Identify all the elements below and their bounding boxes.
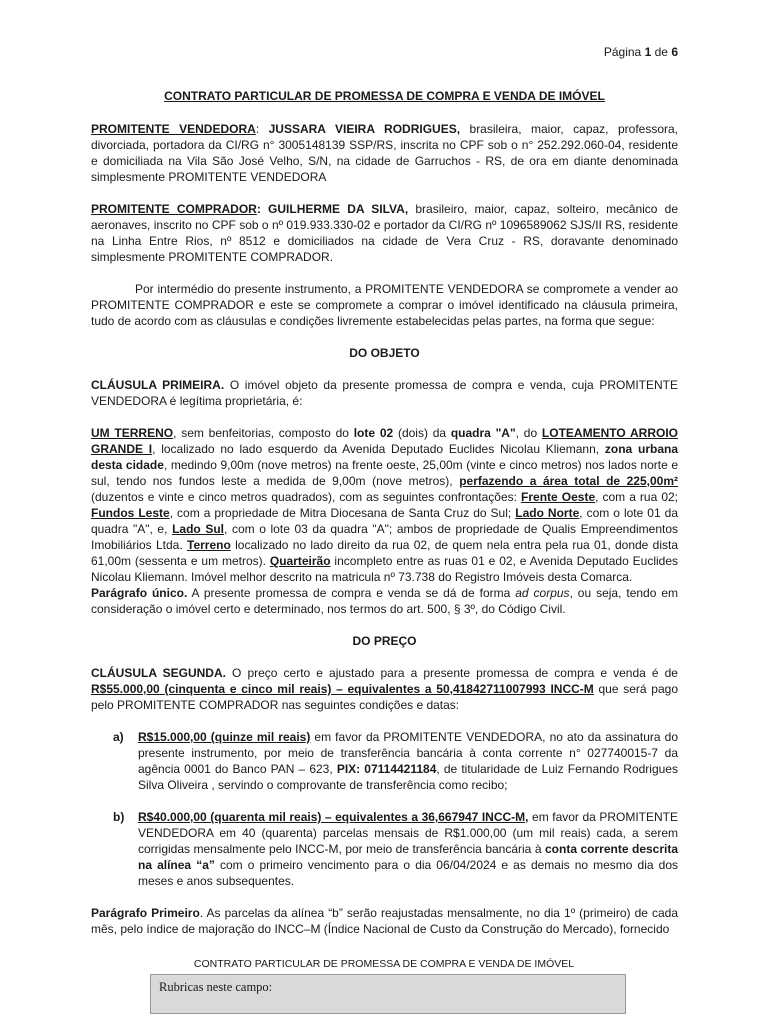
terreno-text: , com o lote 01 da quadra "A", e, — [91, 506, 679, 536]
comprador-label: PROMITENTE COMPRADOR — [91, 202, 257, 216]
payment-item-a — [91, 729, 678, 793]
page-total: 6 — [671, 45, 678, 59]
section-heading-preco: DO PREÇO — [352, 634, 417, 648]
paragrafo-unico-label: Parágrafo único. — [91, 586, 188, 600]
page-label: Página — [603, 45, 642, 59]
terreno-loteamento: LOTEAMENTO ARROIO GRANDE I — [91, 426, 679, 456]
terreno-lado-norte: Lado Norte — [515, 506, 580, 520]
terreno-text: , do — [515, 426, 542, 440]
comprador-text: brasileiro, maior, capaz, solteiro, mecânico de aeronaves, inscrito no CPF sob o nº 019.933.330-02 e portador da CI/RG nº 1096589062 SJS/II RS, residente na Linha Entre Rios, nº 8512 e domiciliados na cidade de Vera Cruz - RS, doravante denominado simplesmente PROMITENTE COMPRADOR. — [91, 202, 679, 264]
comprador-sep: : — [256, 202, 269, 216]
terreno-text: (duzentos e vinte e cinco metros quadrados), com as seguintes confrontações: — [91, 490, 522, 504]
vendedora-name: JUSSARA VIEIRA RODRIGUES, — [268, 122, 461, 136]
page-indicator — [604, 44, 678, 60]
item-b-label: b) — [113, 810, 125, 824]
clausula-segunda-text: que será pago pelo PROMITENTE COMPRADOR nas seguintes condições e datas: — [91, 682, 678, 712]
page-separator: de — [654, 45, 668, 59]
paragrafo-primeiro-label: Parágrafo Primeiro — [91, 906, 200, 920]
comprador-name: GUILHERME DA SILVA, — [268, 202, 409, 216]
terreno-text: , medindo 9,00m (nove metros) na frente oeste, 25,00m (vinte e cinco metros) nos lados norte e sul, tendo nos fundos leste a medida de 9,00m (nove metros), — [91, 458, 678, 488]
item-b-amount: R$40.000,00 (quarenta mil reais) – equivalentes a 36,667947 INCC-M, — [138, 810, 529, 824]
payment-item-b — [91, 809, 678, 889]
document-body — [91, 88, 678, 937]
clausula-segunda-label: CLÁUSULA SEGUNDA. — [91, 666, 226, 680]
paragrafo-unico-text: A presente promessa de compra e venda se dá de forma — [187, 586, 516, 600]
terreno-lote: lote 02 — [353, 426, 394, 440]
terreno-text: , com o lote 03 da quadra "A"; ambos de propriedade de Qualis Empreendimentos Imobiliários Ltda. — [91, 522, 679, 552]
clausula-primeira — [91, 377, 678, 409]
rubricas-label: Rubricas neste campo: — [159, 980, 273, 994]
section-heading-objeto: DO OBJETO — [349, 346, 420, 360]
vendedora-text: brasileira, maior, capaz, professora, divorciada, portadora da CI/RG n° 3005148139 SSP/RS, inscrita no CPF sob o n° 252.292.060-04, residente e domiciliada na Vila São José Velho, S/N, na cidade de Garruchos - RS, de ora em diante denominada simplesmente PROMITENTE VENDEDORA — [91, 122, 679, 184]
clausula-segunda-price: R$55.000,00 (cinquenta e cinco mil reais) – equivalentes a 50,41842711007993 INCC-M — [91, 682, 594, 696]
terreno-terreno: Terreno — [187, 538, 231, 552]
item-b-text: em favor da PROMITENTE VENDEDORA em 40 (quarenta) parcelas mensais de R$1.000,00 (um mil reais) cada, a serem corrigidas mensalmente pelo INCC-M, por meio de transferência bancária à — [138, 810, 678, 856]
vendedora-paragraph — [91, 121, 678, 185]
paragrafo-unico — [91, 585, 678, 617]
terreno-text: localizado no lado direito da rua 02, de quem nela entra pela rua 01, donde dista 61,00m (sessenta e um metros). — [91, 538, 679, 568]
terreno-text: , sem benfeitorias, composto do — [173, 426, 354, 440]
terreno-zona: zona urbana desta cidade — [91, 442, 678, 472]
item-b-account: conta corrente descrita na alínea “a” — [138, 842, 679, 872]
terreno-paragraph — [91, 425, 678, 585]
terreno-text: , com a propriedade de Mitra Diocesana de Santa Cruz do Sul; — [169, 506, 516, 520]
rubricas-box — [150, 974, 626, 1014]
terreno-text: incompleto entre as ruas 01 e 02, e Avenida Deputado Euclides Nicolau Kliemann. Imóvel melhor descrito na matricula nº 73.738 do Registro Imóveis desta Comarca. — [91, 554, 678, 584]
contract-title: CONTRATO PARTICULAR DE PROMESSA DE COMPRA E VENDA DE IMÓVEL — [164, 89, 605, 103]
item-b-text: com o primeiro vencimento para o dia 06/04/2024 e as demais no mesmo dia dos meses e anos subsequentes. — [138, 858, 679, 888]
intro-paragraph: Por intermédio do presente instrumento, a PROMITENTE VENDEDORA se compromete a vender ao PROMITENTE COMPRADOR e este se compromete a comprar o imóvel identificado na cláusula primeira, tudo de acordo com as cláusulas e condições livremente estabelecidas pelas partes, na forma que segue: — [91, 282, 678, 328]
vendedora-sep: : — [255, 122, 269, 136]
page-current: 1 — [644, 45, 652, 59]
clausula-primeira-label: CLÁUSULA PRIMEIRA. — [91, 378, 225, 392]
paragrafo-primeiro — [91, 905, 678, 937]
comprador-paragraph — [91, 201, 678, 265]
item-a-pix: PIX: 07114421184 — [336, 762, 437, 776]
item-a-text: em favor da PROMITENTE VENDEDORA, no ato da assinatura do presente instrumento, por meio de transferência bancária à conta corrente n° 027740015-7 da agência 0001 do Banco PAN – 623, — [138, 730, 678, 776]
terreno-term: UM TERRENO — [91, 426, 174, 440]
terreno-text: (dois) da — [393, 426, 451, 440]
clausula-segunda-text: O preço certo e ajustado para a presente promessa de compra e venda é de — [225, 666, 678, 680]
terreno-quarteirao: Quarteirão — [269, 554, 331, 568]
item-a-amount: R$15.000,00 (quinze mil reais) — [138, 730, 311, 744]
paragrafo-unico-text: , ou seja, tendo em consideração o imóvel certo e determinado, nos termos do art. 500, § 3º, do Código Civil. — [91, 586, 678, 616]
item-a-label: a) — [113, 730, 124, 744]
terreno-frente: Frente Oeste — [521, 490, 596, 504]
item-a-text: , de titularidade de Luiz Fernando Rodrigues Silva Oliveira , servindo o comprovante de transferência como recibo; — [138, 762, 678, 792]
clausula-primeira-text: O imóvel objeto da presente promessa de compra e venda, cuja PROMITENTE VENDEDORA é legítima proprietária, é: — [91, 378, 678, 408]
terreno-text: , localizado no lado esquerdo da Avenida Deputado Euclides Nicolau Kliemann, — [152, 442, 605, 456]
vendedora-label: PROMITENTE VENDEDORA — [91, 122, 256, 136]
terreno-lado-sul: Lado Sul — [172, 522, 225, 536]
terreno-area: perfazendo a área total de 225,00m² — [459, 474, 678, 488]
paragrafo-unico-italic: ad corpus — [515, 586, 570, 600]
terreno-quadra: quadra "A" — [450, 426, 516, 440]
terreno-fundos: Fundos Leste — [91, 506, 170, 520]
terreno-text: , com a rua 02; — [595, 490, 679, 504]
footer-title: CONTRATO PARTICULAR DE PROMESSA DE COMPRA E VENDA DE IMÓVEL — [193, 958, 575, 970]
clausula-segunda — [91, 665, 678, 713]
paragrafo-primeiro-text: . As parcelas da alínea “b” serão reajustadas mensalmente, no dia 1º (primeiro) de cada mês, pelo índice de majoração do INCC–M (Índice Nacional de Custo da Construção do Mercado), fornecido — [91, 906, 678, 936]
